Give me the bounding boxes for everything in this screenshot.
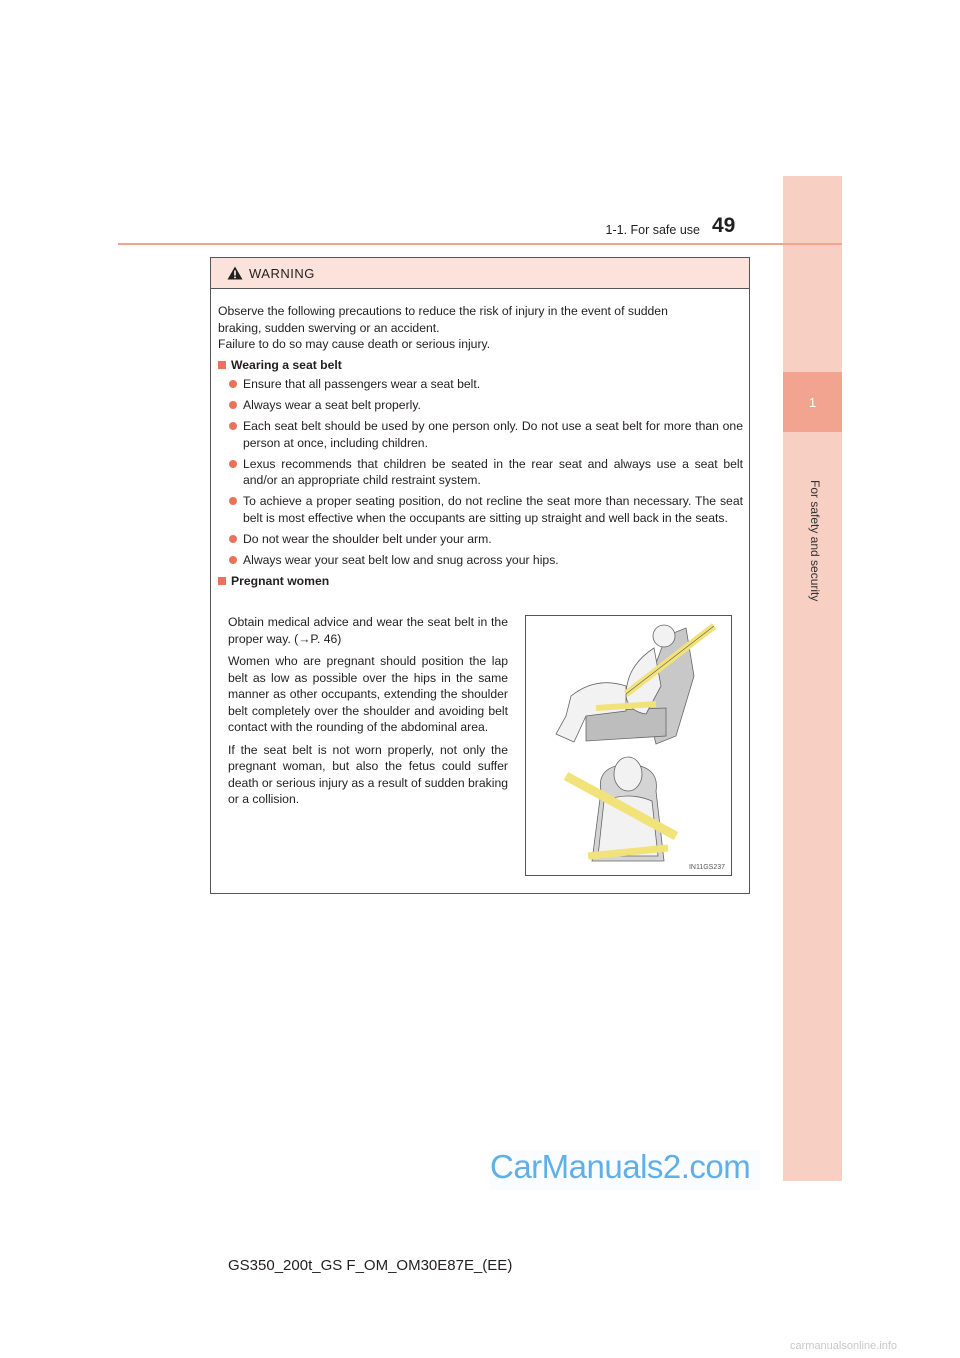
warning-label: WARNING <box>249 265 315 281</box>
document-code: GS350_200t_GS F_OM_OM30E87E_(EE) <box>228 1257 513 1274</box>
paragraph: If the seat belt is not worn properly, not only the pregnant woman, but also the fetus could suffer death or serious injury as a result of sudden braking or a collision. <box>228 742 508 806</box>
warning-intro <box>218 303 743 353</box>
warning-body <box>211 289 749 589</box>
pregnant-heading <box>218 573 743 590</box>
warning-triangle-icon <box>227 266 243 280</box>
paragraph: Obtain medical advice and wear the seat belt in the proper way. (→P. 46) <box>228 615 508 646</box>
warning-header <box>211 258 749 289</box>
side-tab <box>783 176 842 1181</box>
side-tab-title: For safety and security <box>808 480 822 602</box>
intro-line: braking, sudden swerving or an accident. <box>218 320 440 335</box>
watermark-primary[interactable]: CarManuals2.com <box>490 1148 751 1185</box>
list-item: Ensure that all passengers wear a seat belt. <box>218 376 743 393</box>
pregnant-seat-belt-icon <box>526 616 731 875</box>
list-item: Do not wear the shoulder belt under your arm. <box>218 531 743 548</box>
header-rule <box>118 243 842 245</box>
intro-line: Failure to do so may cause death or serious injury. <box>218 337 491 351</box>
list-item: To achieve a proper seating position, do not recline the seat more than necessary. The seat belt is most effective when the occupants are sitting up straight and well back in the seats. <box>218 493 743 526</box>
side-tab-number: 1 <box>783 372 842 432</box>
seat-belt-list <box>218 376 743 568</box>
paragraph: Women who are pregnant should position the lap belt as low as possible over the hips in the same manner as other occupants, extending the shoulder belt completely over the shoulder and avoiding belt contact with the rounding of the abdominal area. <box>228 654 508 734</box>
square-bullet-icon <box>218 361 226 369</box>
seat-belt-heading <box>218 357 743 374</box>
pregnant-heading-text: Pregnant women <box>231 573 330 588</box>
page-number: 49 <box>712 214 736 237</box>
list-item: Always wear a seat belt properly. <box>218 397 743 414</box>
section-title: 1-1. For safe use <box>605 223 700 237</box>
illustration-code: IN11GS237 <box>688 864 725 871</box>
list-item: Each seat belt should be used by one person only. Do not use a seat belt for more than one person at once, including children. <box>218 418 743 451</box>
pregnant-text <box>228 614 508 814</box>
seat-belt-heading-text: Wearing a seat belt <box>231 357 342 372</box>
list-item: Always wear your seat belt low and snug across your hips. <box>218 552 743 569</box>
square-bullet-icon <box>218 577 226 585</box>
intro-line: Observe the following precautions to reduce the risk of injury in the event of sudden <box>218 304 668 318</box>
list-item: Lexus recommends that children be seated in the rear seat and always use a seat belt and/or an appropriate child restraint system. <box>218 456 743 489</box>
watermark-secondary[interactable]: carmanualsonline.info <box>790 1340 898 1352</box>
seat-belt-illustration <box>525 615 732 876</box>
